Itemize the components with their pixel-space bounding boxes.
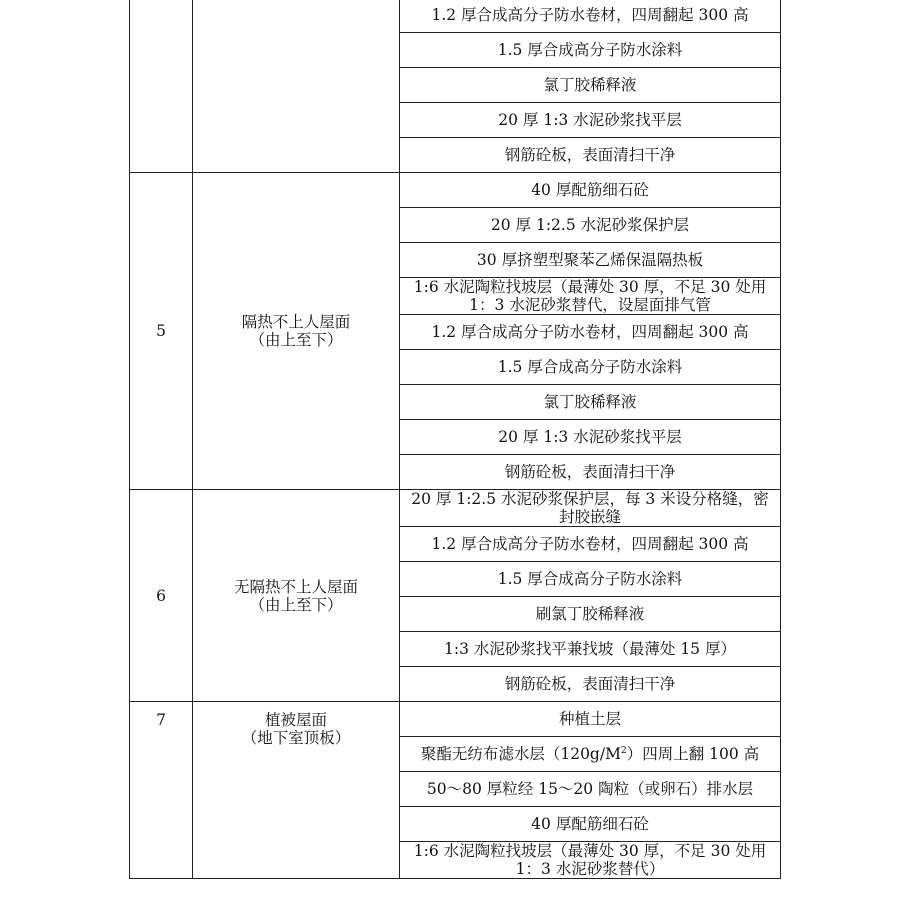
row-number-cell: 5 <box>130 173 193 490</box>
layer-cell <box>400 527 781 562</box>
layer-text: 氯丁胶稀释液 <box>543 393 637 411</box>
layer-cell <box>400 597 781 632</box>
layer-cell <box>400 842 781 879</box>
layer-cell <box>400 772 781 807</box>
roof-type-note: （由上至下） <box>249 331 343 349</box>
layer-text: 1.5 厚合成高分子防水涂料 <box>497 41 683 59</box>
layer-cell <box>400 455 781 490</box>
roof-type-note: （地下室顶板） <box>241 729 351 747</box>
layer-cell <box>400 632 781 667</box>
layer-cell <box>400 385 781 420</box>
layer-text: 1.5 厚合成高分子防水涂料 <box>497 358 683 376</box>
layer-cell <box>400 103 781 138</box>
layer-text: 1:3 水泥砂浆找平兼找坡（最薄处 15 厚） <box>444 640 736 658</box>
layer-text: 钢筋砼板，表面清扫干净 <box>504 463 676 481</box>
layer-text: 30 厚挤塑型聚苯乙烯保温隔热板 <box>476 251 704 269</box>
layer-cell <box>400 278 781 315</box>
roof-type-cell <box>193 702 400 879</box>
layer-text: 20 厚 1:3 水泥砂浆找平层 <box>498 111 682 129</box>
layer-text: 1.2 厚合成高分子防水卷材，四周翻起 300 高 <box>431 6 749 24</box>
layer-cell <box>400 420 781 455</box>
layer-text: 1:6 水泥陶粒找坡层（最薄处 30 厚，不足 30 处用 1：3 水泥砂浆替代） <box>413 842 767 878</box>
layer-text: 刷氯丁胶稀释液 <box>535 605 645 623</box>
layer-text: 20 厚 1:3 水泥砂浆找平层 <box>498 428 682 446</box>
filter-layer-superscript: 2 <box>620 745 627 756</box>
layer-text: 20 厚 1:2.5 水泥砂浆保护层 <box>490 216 690 234</box>
layer-cell <box>400 667 781 702</box>
layer-cell <box>400 737 781 772</box>
layer-cell <box>400 68 781 103</box>
layer-cell <box>400 173 781 208</box>
layer-text: 40 厚配筋细石砼 <box>531 181 649 199</box>
roof-construction-table <box>129 0 781 879</box>
layer-text: 钢筋砼板，表面清扫干净 <box>504 146 676 164</box>
layer-text: 氯丁胶稀释液 <box>543 76 637 94</box>
layer-text: 钢筋砼板，表面清扫干净 <box>504 675 676 693</box>
roof-type-name: 植被屋面 <box>264 711 327 729</box>
layer-text: 1.2 厚合成高分子防水卷材，四周翻起 300 高 <box>431 535 749 553</box>
roof-type-cell <box>193 173 400 490</box>
layer-text: 1.2 厚合成高分子防水卷材，四周翻起 300 高 <box>431 323 749 341</box>
layer-cell <box>400 702 781 737</box>
row-number-cell: 6 <box>130 490 193 702</box>
layer-text: 1.5 厚合成高分子防水涂料 <box>497 570 683 588</box>
roof-type-name: 无隔热不上人屋面 <box>233 577 358 596</box>
layer-cell <box>400 490 781 527</box>
layer-text: 20 厚 1:2.5 水泥砂浆保护层，每 3 米设分格缝，密封胶嵌缝 <box>411 490 769 526</box>
roof-type-name: 隔热不上人屋面 <box>241 313 351 331</box>
layer-cell <box>400 807 781 842</box>
layer-text: 种植土层 <box>558 710 621 728</box>
roof-type-cell <box>193 0 400 173</box>
filter-layer-tail: ）四周上翻 100 高 <box>626 745 760 763</box>
layer-text: 40 厚配筋细石砼 <box>531 815 649 833</box>
layer-cell <box>400 138 781 173</box>
layer-cell <box>400 243 781 278</box>
roof-type-cell <box>193 490 400 702</box>
row-number-cell: 7 <box>130 702 193 879</box>
layer-text <box>400 745 780 763</box>
layer-text: 50～80 厚粒经 15～20 陶粒（或卵石）排水层 <box>426 780 754 798</box>
layer-text: 1:6 水泥陶粒找坡层（最薄处 30 厚，不足 30 处用 1：3 水泥砂浆替代，设屋面排气管 <box>413 278 767 314</box>
layer-cell <box>400 208 781 243</box>
roof-type-note: （由上至下） <box>249 595 343 614</box>
layer-cell <box>400 0 781 33</box>
layer-cell <box>400 315 781 350</box>
layer-cell <box>400 350 781 385</box>
layer-cell <box>400 562 781 597</box>
filter-layer-text: 聚酯无纺布滤水层（120g/M <box>420 745 621 763</box>
row-number-cell <box>130 0 193 173</box>
layer-cell <box>400 33 781 68</box>
